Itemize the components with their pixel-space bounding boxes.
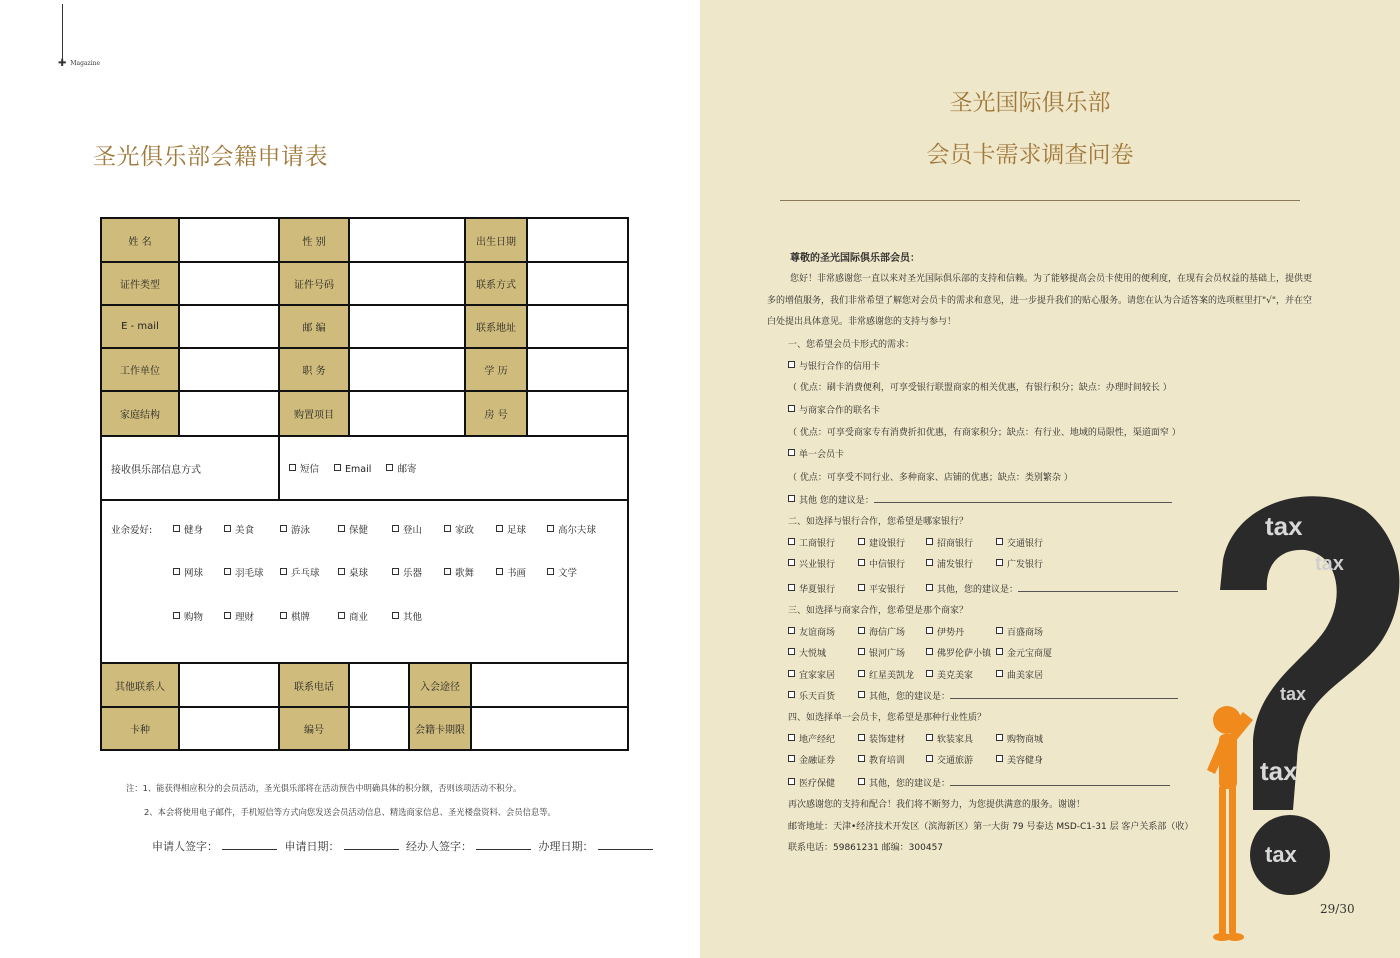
checkbox[interactable] [926, 755, 933, 762]
address-field[interactable] [527, 305, 628, 348]
intro-line: 白处提出具体意见。非常感谢您的支持与参与！ [767, 317, 957, 327]
survey-option[interactable]: 地产经纪 [788, 732, 835, 745]
field-label: 入会途径 [409, 663, 471, 707]
checkbox[interactable] [926, 584, 933, 591]
checkbox[interactable] [392, 568, 399, 575]
checkbox[interactable] [547, 568, 554, 575]
hobby-option[interactable]: 网球 [173, 565, 203, 579]
hobby-option[interactable]: 健身 [173, 522, 203, 536]
survey-option[interactable]: 红星美凯龙 [858, 668, 914, 681]
survey-option[interactable]: 招商银行 [926, 536, 973, 549]
magazine-label [58, 58, 100, 69]
form-row [101, 707, 628, 750]
survey-option[interactable]: 金融证券 [788, 753, 835, 766]
survey-option[interactable]: 其他，您的建议是： [926, 582, 1178, 595]
survey-option[interactable]: 软装家具 [926, 732, 973, 745]
question-3: 三、如选择与商家合作，您希望是那个商家？ [788, 606, 969, 616]
checkbox[interactable] [788, 734, 795, 741]
note-line: 2、本会将使用电子邮件，手机短信等方式向您发送会员活动信息、精选商家信息、圣光楼盘资料、会员信息等。 [144, 807, 556, 817]
survey-option[interactable]: 美克美家 [926, 668, 973, 681]
checkbox[interactable] [444, 525, 451, 532]
survey-option[interactable]: 平安银行 [858, 582, 905, 595]
suggestion-blank[interactable] [874, 494, 1172, 503]
form-row [101, 262, 628, 305]
option-note: （ 优点：刷卡消费便利，可享受银行联盟商家的相关优惠，有银行积分；缺点：办理时间较长 ） [788, 383, 1172, 393]
survey-option[interactable]: 购物商城 [996, 732, 1043, 745]
join-channel-field[interactable] [471, 663, 628, 707]
signature-line [152, 838, 657, 854]
form-row [101, 218, 628, 262]
checkbox[interactable] [788, 584, 795, 591]
intro-line: 您好！非常感谢您一直以来对圣光国际俱乐部的支持和信赖。为了能够提高会员卡使用的便利度，在现有会员权益的基础上，提供更 [790, 274, 1313, 284]
checkbox[interactable] [858, 734, 865, 741]
id-type-field[interactable] [179, 262, 279, 305]
right-page [700, 0, 1400, 958]
field-label: 其他联系人 [101, 663, 179, 707]
survey-option[interactable]: 其他，您的建议是： [858, 776, 1170, 789]
hobby-option[interactable]: 高尔夫球 [547, 522, 596, 536]
survey-option[interactable]: 乐天百货 [788, 689, 835, 702]
postcode-field[interactable] [349, 305, 465, 348]
checkbox[interactable] [996, 538, 1003, 545]
hobby-option[interactable]: 羽毛球 [224, 565, 264, 579]
field-label: 邮 编 [279, 305, 349, 348]
checkbox[interactable] [858, 670, 865, 677]
checkbox[interactable] [858, 755, 865, 762]
hobby-option[interactable]: 乒乓球 [280, 565, 320, 579]
option-label: 短信 [300, 464, 320, 475]
checkbox[interactable] [926, 627, 933, 634]
hobby-option[interactable]: 棋牌 [280, 609, 310, 623]
survey-option[interactable]: 浦发银行 [926, 557, 973, 570]
survey-option[interactable]: 装饰建材 [858, 732, 905, 745]
checkbox[interactable] [926, 734, 933, 741]
family-field[interactable] [179, 391, 279, 436]
survey-option[interactable]: 交通银行 [996, 536, 1043, 549]
field-label: 职 务 [279, 348, 349, 391]
thanks-line: 再次感谢您的支持和配合！我们将不断努力，为您提供满意的服务。谢谢！ [788, 800, 1086, 810]
survey-option[interactable]: 金元宝商厦 [996, 646, 1052, 659]
hobby-option[interactable]: 理财 [224, 609, 254, 623]
magazine-text: Magazine [70, 60, 101, 67]
survey-option[interactable]: 医疗保健 [788, 776, 835, 789]
tax-word: tax [1315, 553, 1344, 575]
hobby-option[interactable]: 足球 [496, 522, 526, 536]
checkbox[interactable] [788, 691, 795, 698]
checkbox[interactable] [996, 559, 1003, 566]
survey-option[interactable]: 佛罗伦萨小镇 [926, 646, 991, 659]
suggestion-blank[interactable] [950, 777, 1170, 786]
checkbox[interactable] [926, 670, 933, 677]
hobby-option[interactable]: 家政 [444, 522, 474, 536]
purchase-field[interactable] [349, 391, 465, 436]
checkbox[interactable] [338, 612, 345, 619]
suggestion-blank[interactable] [950, 690, 1178, 699]
education-field[interactable] [527, 348, 628, 391]
receive-label: 接收俱乐部信息方式 [111, 464, 201, 476]
question-1: 一、您希望会员卡形式的需求： [788, 340, 915, 350]
question-2: 二、如选择与银行合作，您希望是哪家银行？ [788, 517, 969, 527]
survey-option[interactable]: 单一会员卡 [788, 447, 844, 460]
question-mark-shape [1220, 496, 1399, 810]
field-label: 证件号码 [279, 262, 349, 305]
membership-table [100, 662, 629, 751]
page-number: 29/30 [1320, 902, 1355, 916]
survey-option[interactable]: 与银行合作的信用卡 [788, 359, 880, 372]
suggestion-blank[interactable] [1018, 583, 1178, 592]
checkbox[interactable] [392, 612, 399, 619]
form-row [101, 391, 628, 436]
hobby-row [101, 500, 628, 665]
survey-option[interactable]: 工商银行 [788, 536, 835, 549]
mailing-address: 邮寄地址：天津•经济技术开发区（滨海新区）第一大街 79 号泰达 MSD-C1-31 层 客户关系部（收） [788, 822, 1194, 832]
checkbox[interactable] [858, 538, 865, 545]
checkbox[interactable] [788, 495, 795, 502]
application-form-title: 圣光俱乐部会籍申请表 [93, 144, 328, 170]
field-label: 卡种 [101, 707, 179, 750]
checkbox[interactable] [444, 568, 451, 575]
title-divider [780, 200, 1300, 201]
checkbox[interactable] [858, 584, 865, 591]
receive-row [101, 436, 628, 500]
checkbox[interactable] [224, 525, 231, 532]
sig-blank[interactable] [598, 841, 653, 850]
hobby-option[interactable]: 商业 [338, 609, 368, 623]
checkbox[interactable] [788, 559, 795, 566]
field-label: 联系方式 [465, 262, 527, 305]
checkbox[interactable] [858, 627, 865, 634]
checkbox[interactable] [996, 670, 1003, 677]
checkbox[interactable] [858, 691, 865, 698]
survey-option[interactable]: 广发银行 [996, 557, 1043, 570]
field-label: 编号 [279, 707, 349, 750]
checkbox[interactable] [926, 648, 933, 655]
contact-phone: 联系电话：59861231 邮编：300457 [788, 843, 944, 853]
form-row [101, 348, 628, 391]
sig-blank[interactable] [222, 841, 277, 850]
checkbox[interactable] [788, 361, 795, 368]
checkbox[interactable] [224, 612, 231, 619]
hobby-option[interactable]: 歌舞 [444, 565, 474, 579]
sig-blank[interactable] [476, 841, 531, 850]
hobby-grid [102, 501, 627, 664]
field-label: 工作单位 [101, 348, 179, 391]
notes [126, 776, 556, 824]
survey-option[interactable]: 交通旅游 [926, 753, 973, 766]
position-field[interactable] [349, 348, 465, 391]
checkbox[interactable] [280, 568, 287, 575]
survey-option[interactable]: 华夏银行 [788, 582, 835, 595]
field-label: 房 号 [465, 391, 527, 436]
survey-option[interactable]: 曲美家居 [996, 668, 1043, 681]
checkbox[interactable] [788, 648, 795, 655]
checkbox[interactable] [224, 568, 231, 575]
field-label: 购置项目 [279, 391, 349, 436]
survey-option[interactable]: 教育培训 [858, 753, 905, 766]
field-label: 联系地址 [465, 305, 527, 348]
survey-option[interactable]: 其他，您的建议是： [858, 689, 1178, 702]
tax-word: tax [1280, 684, 1307, 704]
hobby-option[interactable]: 文学 [547, 565, 577, 579]
survey-option[interactable]: 伊势丹 [926, 625, 964, 638]
checkbox[interactable] [338, 525, 345, 532]
checkbox[interactable] [858, 778, 865, 785]
note-line: 注：1、能获得相应积分的会员活动，圣光俱乐部将在活动预告中明确具体的积分额，否则该项活动不积分。 [126, 783, 522, 793]
checkbox[interactable] [280, 525, 287, 532]
survey-option[interactable]: 大悦城 [788, 646, 826, 659]
email-field[interactable] [179, 305, 279, 348]
survey-option[interactable]: 百盛商场 [996, 625, 1043, 638]
survey-option[interactable]: 其他 您的建议是： [788, 493, 1172, 506]
field-label: 学 历 [465, 348, 527, 391]
hobby-option[interactable]: 乐器 [392, 565, 422, 579]
checkbox[interactable] [926, 538, 933, 545]
hobby-option[interactable]: 购物 [173, 609, 203, 623]
checkbox[interactable] [788, 670, 795, 677]
field-label: 家庭结构 [101, 391, 179, 436]
checkbox[interactable] [926, 559, 933, 566]
tax-word: tax [1265, 511, 1303, 541]
survey-option[interactable]: 银河广场 [858, 646, 905, 659]
employer-field[interactable] [179, 348, 279, 391]
checkbox[interactable] [173, 525, 180, 532]
room-field[interactable] [527, 391, 628, 436]
survey-option[interactable]: 中信银行 [858, 557, 905, 570]
survey-option[interactable]: 海信广场 [858, 625, 905, 638]
sig-label: 经办人签字： [406, 840, 472, 853]
field-label: 姓 名 [101, 218, 179, 262]
option-note: （ 优点：可享受商家专有消费折扣优惠，有商家积分；缺点：有行业、地域的局限性，渠道面窄 ） [788, 428, 1181, 438]
survey-option[interactable]: 与商家合作的联名卡 [788, 403, 880, 416]
checkbox[interactable] [547, 525, 554, 532]
survey-option[interactable]: 宜家家居 [788, 668, 835, 681]
field-label: 性 别 [279, 218, 349, 262]
checkbox[interactable] [334, 464, 341, 471]
checkbox[interactable] [173, 568, 180, 575]
survey-option[interactable]: 建设银行 [858, 536, 905, 549]
cross-icon: ✚ [58, 58, 67, 69]
sig-label: 申请日期： [284, 840, 340, 853]
checkbox[interactable] [173, 612, 180, 619]
checkbox[interactable] [280, 612, 287, 619]
hobby-option[interactable]: 美食 [224, 522, 254, 536]
checkbox[interactable] [788, 449, 795, 456]
checkbox[interactable] [996, 755, 1003, 762]
hobby-option[interactable]: 游泳 [280, 522, 310, 536]
phone-field[interactable] [349, 663, 409, 707]
checkbox[interactable] [858, 559, 865, 566]
checkbox[interactable] [392, 525, 399, 532]
greeting: 尊敬的圣光国际俱乐部会员： [790, 253, 920, 264]
birthdate-field[interactable] [527, 218, 628, 262]
margin-line [62, 4, 63, 62]
card-number-field[interactable] [349, 707, 409, 750]
checkbox[interactable] [788, 755, 795, 762]
club-title: 圣光国际俱乐部 [949, 90, 1111, 116]
card-expiry-field[interactable] [471, 707, 628, 750]
question-mark-illustration [1205, 480, 1400, 958]
checkbox[interactable] [788, 627, 795, 634]
hobby-option[interactable]: 保健 [338, 522, 368, 536]
hobby-label: 业余爱好: [111, 525, 153, 536]
hobby-cell [101, 500, 628, 665]
checkbox[interactable] [386, 464, 393, 471]
field-label: 会籍卡期限 [409, 707, 471, 750]
orange-figure [1207, 706, 1253, 941]
other-contact-field[interactable] [179, 663, 279, 707]
form-row [101, 663, 628, 707]
checkbox[interactable] [289, 464, 296, 471]
survey-title: 会员卡需求调查问卷 [926, 142, 1134, 168]
checkbox[interactable] [996, 648, 1003, 655]
sig-label: 申请人签字： [152, 840, 218, 853]
hobby-option[interactable]: 其他 [392, 609, 422, 623]
form-row [101, 305, 628, 348]
id-number-field[interactable] [349, 262, 465, 305]
checkbox[interactable] [996, 627, 1003, 634]
field-label: 证件类型 [101, 262, 179, 305]
survey-option[interactable]: 兴业银行 [788, 557, 835, 570]
name-field[interactable] [179, 218, 279, 262]
hobby-option[interactable]: 桌球 [338, 565, 368, 579]
option-label: Email [345, 464, 372, 475]
sig-label: 办理日期： [538, 840, 594, 853]
field-label: 联系电话 [279, 663, 349, 707]
field-label: E - mail [101, 305, 179, 348]
card-type-field[interactable] [179, 707, 279, 750]
checkbox[interactable] [338, 568, 345, 575]
field-label: 出生日期 [465, 218, 527, 262]
intro-line: 多的增值服务，我们非常希望了解您对会员卡的需求和意见，进一步提升我们的贴心服务。请您在认为合适答案的选项框里打"√"，并在空 [767, 296, 1313, 306]
receive-label-cell [101, 436, 279, 500]
contact-field[interactable] [527, 262, 628, 305]
checkbox[interactable] [496, 525, 503, 532]
gender-field[interactable] [349, 218, 465, 262]
application-form-table [100, 217, 629, 666]
option-label: 邮寄 [397, 464, 417, 475]
survey-option[interactable]: 友谊商场 [788, 625, 835, 638]
hobby-option[interactable]: 书画 [496, 565, 526, 579]
sig-blank[interactable] [344, 841, 399, 850]
question-4: 四、如选择单一会员卡，您希望是那种行业性质？ [788, 713, 987, 723]
checkbox[interactable] [496, 568, 503, 575]
checkbox[interactable] [788, 778, 795, 785]
receive-options-cell [279, 436, 628, 500]
checkbox[interactable] [788, 538, 795, 545]
hobby-option[interactable]: 登山 [392, 522, 422, 536]
checkbox[interactable] [858, 648, 865, 655]
tax-word: tax [1260, 756, 1298, 786]
tax-word: tax [1265, 842, 1297, 867]
checkbox[interactable] [788, 405, 795, 412]
option-note: （ 优点：可享受不同行业、多种商家、店铺的优惠；缺点：类别繁杂 ） [788, 473, 1073, 483]
checkbox[interactable] [996, 734, 1003, 741]
survey-option[interactable]: 美容健身 [996, 753, 1043, 766]
